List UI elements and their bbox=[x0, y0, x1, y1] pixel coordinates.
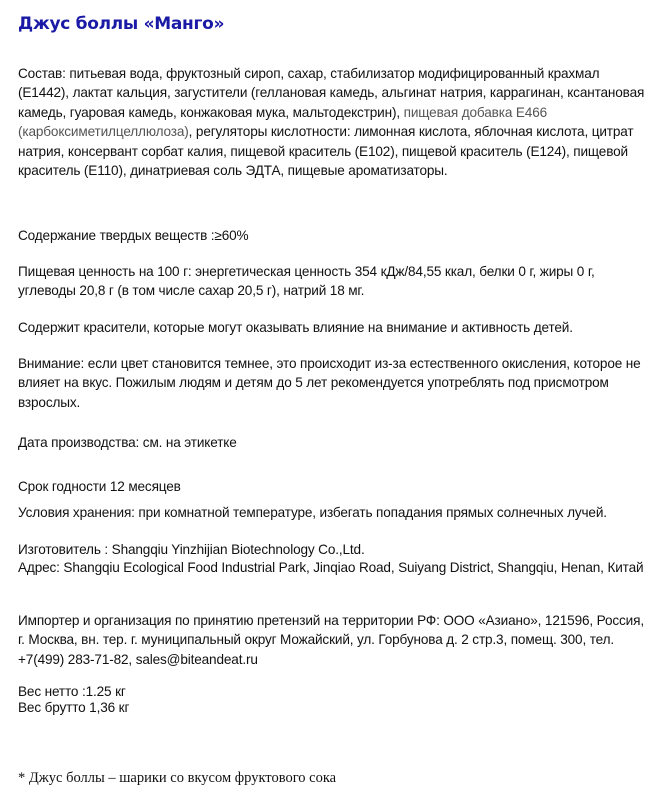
gross-weight: Вес брутто 1,36 кг bbox=[18, 700, 130, 715]
composition-additive-text: пищевая добавка E466 (карбоксиметилцеллюлоза) bbox=[18, 104, 548, 140]
shelf-life: Срок годности 12 месяцев bbox=[18, 479, 181, 494]
composition-text: Состав: питьевая вода, фруктозный сироп, сахар, стабилизатор модифицированный крахмал (E1442), лактат кальция, загустители (геллановая камедь, альгинат натрия, каррагинан, ксантановая камедь, гуаровая камедь, конжаковая мука, мальтодекстрин), bbox=[18, 66, 645, 120]
dyes-warning: Содержит красители, которые могут оказывать влияние на внимание и активность детей. bbox=[18, 320, 573, 335]
nutrition-facts: Пищевая ценность на 100 г: энергетическая ценность 354 кДж/84,55 ккал, белки 0 г, жиры 0 г, углеводы 20,8 г (в том числе сахар 20,5 г), натрий 18 мг. bbox=[18, 264, 595, 299]
production-date: Дата производства: см. на этикетке bbox=[18, 435, 237, 450]
solids-content: Содержание твердых веществ :≥60% bbox=[18, 228, 249, 243]
manufacturer: Изготовитель : Shangqiu Yinzhijian Biotechnology Co.,Ltd. bbox=[18, 542, 365, 557]
importer-info: Импортер и организация по принятию претензий на территории РФ: ООО «Азиано», 121596, Россия, г. Москва, вн. тер. г. муниципальный округ Можайский, ул. Горбунова д. 2 стр.3, помещ. 300, тел. +7(499) 283-71-82, sales@biteandeat.ru bbox=[18, 613, 644, 667]
attention-note: Внимание: если цвет становится темнее, это происходит из-за естественного окисления, которое не влияет на вкус. Пожилым людям и детям до 5 лет рекомендуется употреблять под присмотром взрослых. bbox=[18, 356, 641, 410]
storage-conditions: Условия хранения: при комнатной температуре, избегать попадания прямых солнечных лучей. bbox=[18, 505, 607, 520]
net-weight: Вес нетто :1.25 кг bbox=[18, 684, 126, 699]
composition-paragraph bbox=[18, 64, 648, 180]
manufacturer-address: Адрес: Shangqiu Ecological Food Industrial Park, Jinqiao Road, Suiyang District, Shangqiu, Henan, Китай bbox=[18, 560, 644, 575]
composition-text-continued: , регуляторы кислотности: лимонная кислота, яблочная кислота, цитрат натрия, консервант сорбат калия, пищевой краситель (E102), пищевой краситель (E124), пищевой краситель (E110), динатриевая соль ЭДТА, пищевые ароматизаторы. bbox=[18, 124, 634, 179]
footnote: * Джус боллы – шарики со вкусом фруктового сока bbox=[18, 770, 337, 786]
product-title: Джус боллы «Манго» bbox=[18, 14, 225, 34]
